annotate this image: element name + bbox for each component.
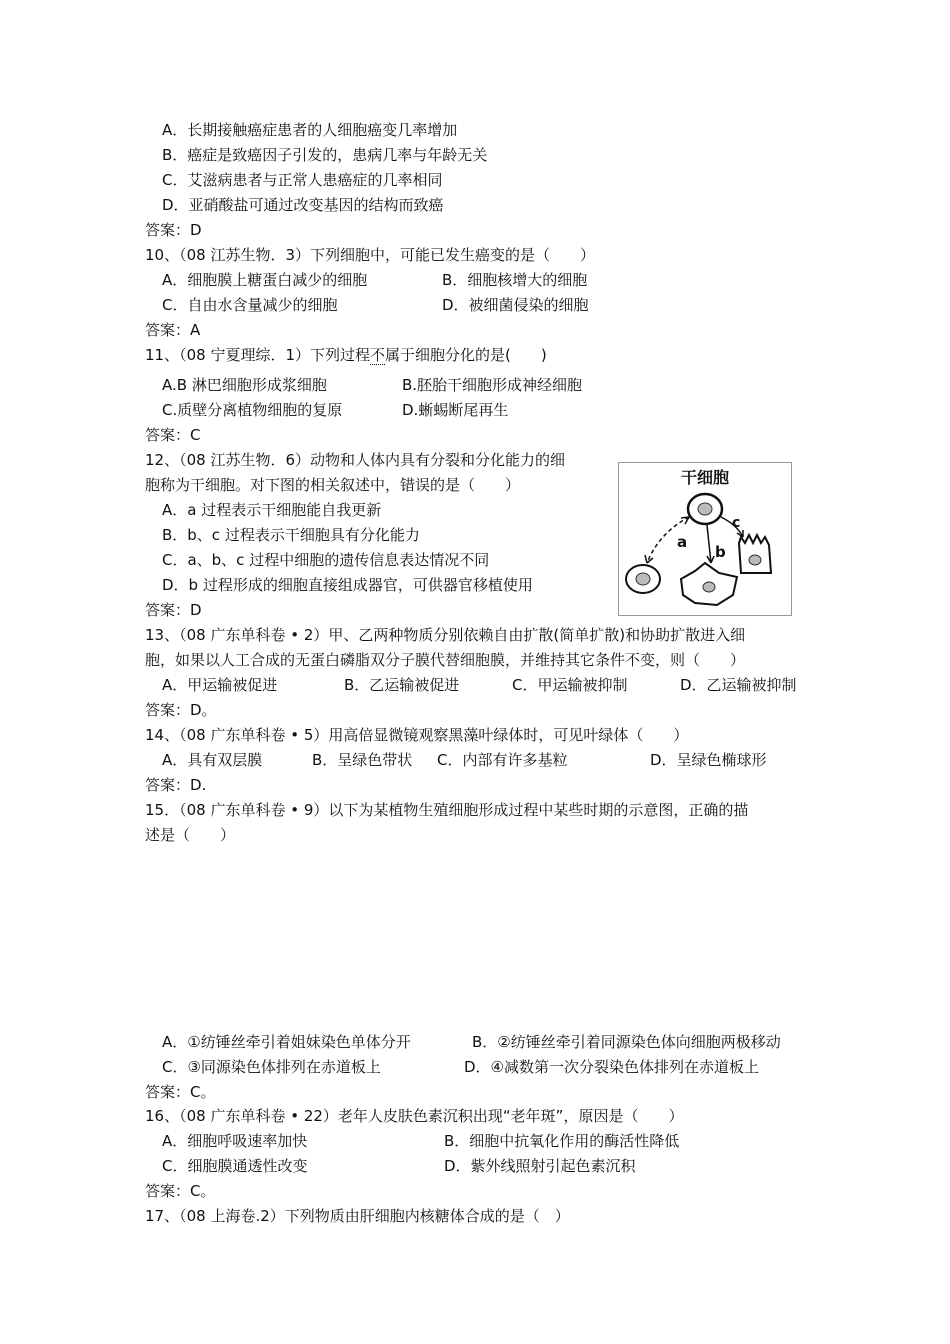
columnar-cell-shape xyxy=(739,535,771,573)
q13-stem-line1: 13、（08 广东单科卷 • 2）甲、乙两种物质分别依赖自由扩散(简单扩散)和协助扩散进入细 xyxy=(145,626,746,644)
q11-option-b: B.胚胎干细胞形成神经细胞 xyxy=(402,376,583,394)
q9-option-d: D．亚硝酸盐可通过改变基因的结构而致癌 xyxy=(162,196,444,214)
q11-stem-post: 属于细胞分化的是( ) xyxy=(385,346,547,364)
q15-stem-line2: 述是（ ） xyxy=(145,826,236,844)
q9-option-a: A．长期接触癌症患者的人细胞癌变几率增加 xyxy=(162,121,458,139)
q13-answer: 答案：D。 xyxy=(145,701,217,719)
q12-stem-line2: 胞称为干细胞。对下图的相关叙述中，错误的是（ ） xyxy=(145,476,521,494)
q15-option-c: C．③同源染色体排列在赤道板上 xyxy=(162,1058,381,1076)
q14-option-c: C．内部有许多基粒 xyxy=(437,751,568,769)
q16-option-c: C．细胞膜通透性改变 xyxy=(162,1157,308,1175)
q11-option-d: D.蜥蜴断尾再生 xyxy=(402,401,509,419)
label-c: c xyxy=(732,515,741,531)
q10-option-c: C．自由水含量减少的细胞 xyxy=(162,296,338,314)
label-a: a xyxy=(677,533,688,551)
q16-answer: 答案：C。 xyxy=(145,1182,216,1200)
q16-option-a: A．细胞呼吸速率加快 xyxy=(162,1132,308,1150)
q14-option-a: A．具有双层膜 xyxy=(162,751,263,769)
q14-stem: 14、（08 广东单科卷 • 5）用高倍显微镜观察黑藻叶绿体时，可见叶绿体（ ） xyxy=(145,726,689,744)
q9-option-c: C．艾滋病患者与正常人患癌症的几率相同 xyxy=(162,171,443,189)
q13-option-b: B．乙运输被促进 xyxy=(344,676,460,694)
q13-stem-line2: 胞，如果以人工合成的无蛋白磷脂双分子膜代替细胞膜，并维持其它条件不变，则（ ） xyxy=(145,651,746,669)
q15-answer: 答案：C。 xyxy=(145,1083,216,1101)
q15-option-b: B．②纺锤丝牵引着同源染色体向细胞两极移动 xyxy=(472,1033,781,1051)
q14-option-b: B．呈绿色带状 xyxy=(312,751,413,769)
q11-stem-emphasis: 不 xyxy=(370,346,386,364)
q14-option-d: D．呈绿色椭球形 xyxy=(650,751,767,769)
q13-option-c: C．甲运输被抑制 xyxy=(512,676,628,694)
q15-stem-line1: 15．（08 广东单科卷 • 9）以下为某植物生殖细胞形成过程中某些时期的示意图，正确的描 xyxy=(145,801,749,819)
stem-cell-diagram xyxy=(619,463,791,615)
round-cell-nucleus xyxy=(636,573,650,585)
columnar-cell-nucleus xyxy=(749,555,761,565)
q11-option-c: C.质壁分离植物细胞的复原 xyxy=(162,401,343,419)
q9-option-b: B．癌症是致癌因子引发的，患病几率与年龄无关 xyxy=(162,146,488,164)
stem-cell-nucleus xyxy=(698,503,712,515)
q12-option-a: A．a 过程表示干细胞能自我更新 xyxy=(162,501,382,519)
q15-option-a: A．①纺锤丝牵引着姐妹染色单体分开 xyxy=(162,1033,411,1051)
q12-answer: 答案：D xyxy=(145,601,202,619)
q11-stem xyxy=(145,345,547,365)
q11-option-a: A.B 淋巴细胞形成浆细胞 xyxy=(162,376,327,394)
q12-option-c: C．a、b、c 过程中细胞的遗传信息表达情况不同 xyxy=(162,551,490,569)
q16-option-b: B．细胞中抗氧化作用的酶活性降低 xyxy=(444,1132,680,1150)
q10-option-a: A．细胞膜上糖蛋白减少的细胞 xyxy=(162,271,368,289)
q13-option-d: D．乙运输被抑制 xyxy=(680,676,797,694)
q9-answer: 答案：D xyxy=(145,221,202,239)
q12-stem-line1: 12、（08 江苏生物．6）动物和人体内具有分裂和分化能力的细 xyxy=(145,451,565,469)
q10-option-d: D．被细菌侵染的细胞 xyxy=(442,296,589,314)
label-b: b xyxy=(715,543,726,561)
q10-stem: 10、（08 江苏生物．3）下列细胞中，可能已发生癌变的是（ ） xyxy=(145,246,595,264)
stem-cell-figure xyxy=(618,462,792,616)
q11-answer: 答案：C xyxy=(145,426,201,444)
q15-option-d: D．④减数第一次分裂染色体排列在赤道板上 xyxy=(464,1058,759,1076)
q10-option-b: B．细胞核增大的细胞 xyxy=(442,271,588,289)
irregular-cell-nucleus xyxy=(703,582,715,592)
q12-option-b: B．b、c 过程表示干细胞具有分化能力 xyxy=(162,526,420,544)
q13-option-a: A．甲运输被促进 xyxy=(162,676,278,694)
figure-title: 干细胞 xyxy=(680,468,730,487)
q14-answer: 答案：D. xyxy=(145,776,207,794)
q17-stem: 17、（08 上海卷.2）下列物质由肝细胞内核糖体合成的是（ ） xyxy=(145,1207,570,1225)
q16-option-d: D．紫外线照射引起色素沉积 xyxy=(444,1157,636,1175)
q12-option-d: D．b 过程形成的细胞直接组成器官，可供器官移植使用 xyxy=(162,576,533,594)
q10-answer: 答案：A xyxy=(145,321,201,339)
q16-stem: 16、（08 广东单科卷 • 22）老年人皮肤色素沉积出现“老年斑”，原因是（ ） xyxy=(145,1107,684,1125)
q11-stem-pre: 11、（08 宁夏理综．1）下列过程 xyxy=(145,346,370,364)
